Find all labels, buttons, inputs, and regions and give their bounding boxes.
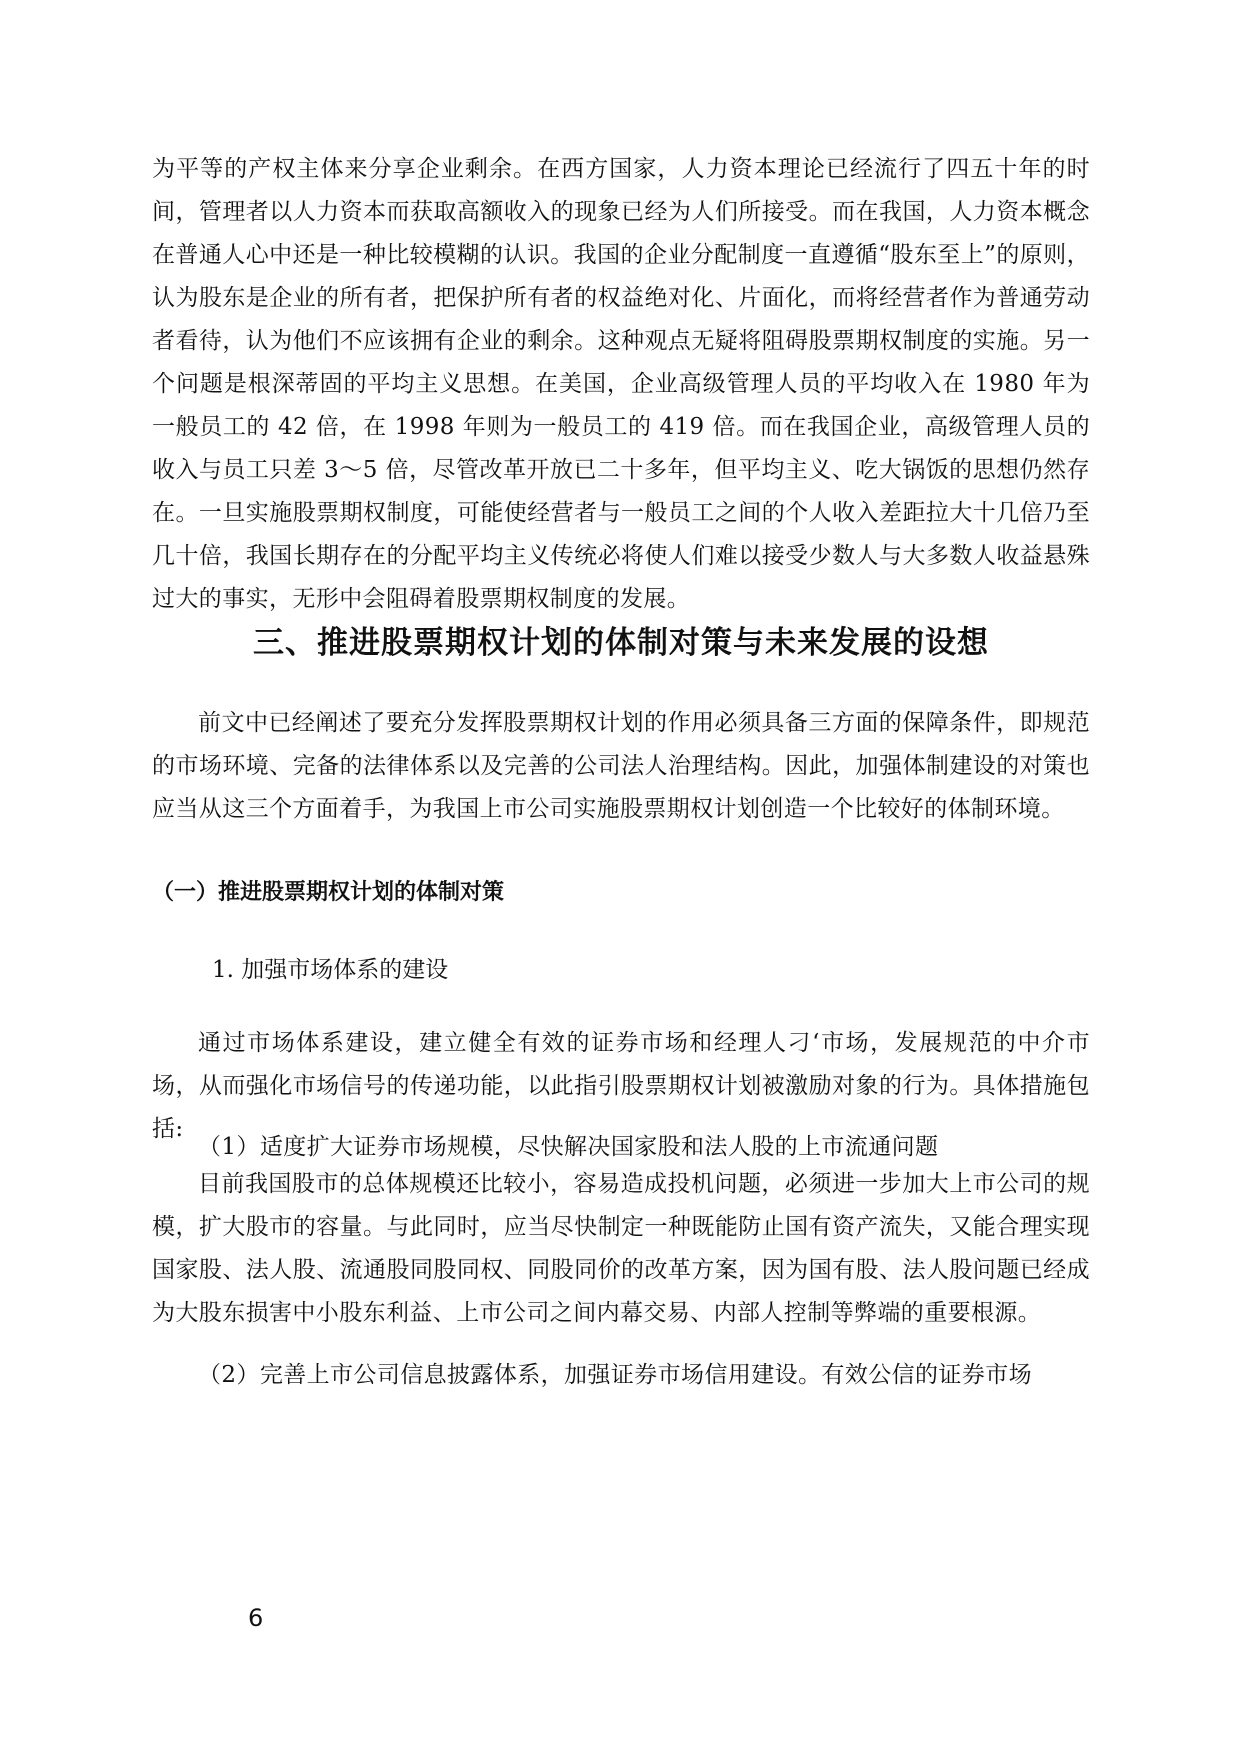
body-paragraph: 为平等的产权主体来分享企业剩余。在西方国家，人力资本理论已经流行了四五十年的时间，管理者以人力资本而获取高额收入的现象已经为人们所接受。而在我国，人力资本概念在普通人心中还是一种比较模糊的认识。我国的企业分配制度一直遵循“股东至上”的原则，认为股东是企业的所有者，把保护所有者的权益绝对化、片面化，而将经营者作为普通劳动者看待，认为他们不应该拥有企业的剩余。这种观点无疑将阻碍股票期权制度的实施。另一个问题是根深蒂固的平均主义思想。在美国，企业高级管理人员的平均收入在 1980 年为一般员工的 42 倍，在 1998 年则为一般员工的 419 倍。而在我国企业，高级管理人员的收入与员工只差 3～5 倍，尽管改革开放已二十多年，但平均主义、吃大锅饭的思想仍然存在。一旦实施股票期权制度，可能使经营者与一般员工之间的个人收入差距拉大十几倍乃至几十倍，我国长期存在的分配平均主义传统必将使人们难以接受少数人与大多数人收益悬殊过大的事实，无形中会阻碍着股票期权制度的发展。 xyxy=(152,156,1090,612)
body-paragraph: 目前我国股市的总体规模还比较小，容易造成投机问题，必须进一步加大上市公司的规模，扩大股市的容量。与此同时，应当尽快制定一种既能防止国有资产流失，又能合理实现国家股、法人股、流通股同股同权、同股同价的改革方案，因为国有股、法人股问题已经成为大股东损害中小股东利益、上市公司之间内幕交易、内部人控制等弊端的重要根源。 xyxy=(152,1171,1090,1326)
list-item: （1）适度扩大证券市场规模，尽快解决国家股和法人股的上市流通问题 xyxy=(198,1134,939,1160)
section-heading: 三、推进股票期权计划的体制对策与未来发展的设想 xyxy=(253,625,989,661)
body-paragraph: 前文中已经阐述了要充分发挥股票期权计划的作用必须具备三方面的保障条件，即规范的市场环境、完备的法律体系以及完善的公司法人治理结构。因此，加强体制建设的对策也应当从这三个方面着手，为我国上市公司实施股票期权计划创造一个比较好的体制环境。 xyxy=(152,710,1090,822)
list-item: （2）完善上市公司信息披露体系，加强证券市场信用建设。有效公信的证券市场 xyxy=(198,1362,1033,1388)
body-paragraph: 通过市场体系建设，建立健全有效的证券市场和经理人刁‘市场，发展规范的中介市场，从而强化市场信号的传递功能，以此指引股票期权计划被激励对象的行为。具体措施包括: xyxy=(152,1030,1090,1142)
item-heading: 1. 加强市场体系的建设 xyxy=(212,957,449,983)
subsection-heading: （一）推进股票期权计划的体制对策 xyxy=(152,880,505,905)
page-number: 6 xyxy=(248,1604,264,1632)
